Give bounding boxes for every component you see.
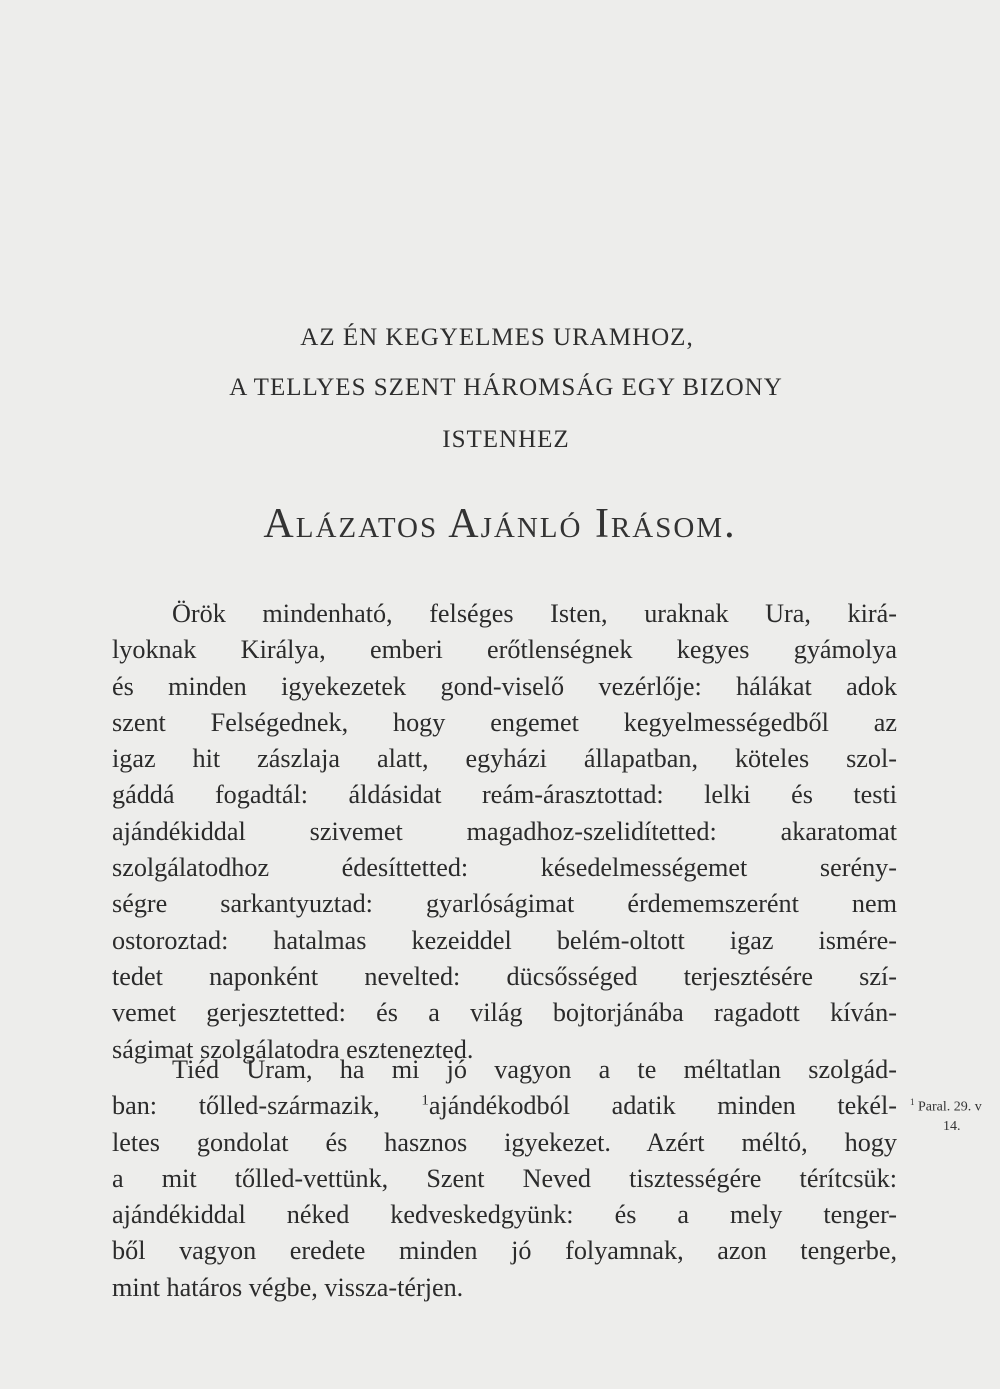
- margin-note-reference: Paral. 29. v: [918, 1099, 982, 1115]
- dedication-heading-line-1: AZ ÉN KEGYELMES URAMHOZ,: [300, 324, 694, 351]
- paragraph-1-line: ajándékiddal szivemet magadhoz-szelidítetted: akaratomat: [112, 816, 897, 846]
- paragraph-1-line: Örök mindenható, felséges Isten, uraknak Ura, kirá-: [172, 599, 897, 628]
- paragraph-2-line: mint határos végbe, vissza-térjen.: [112, 1272, 464, 1302]
- text-run: ajándékodból adatik minden tekél-: [428, 1091, 897, 1121]
- paragraph-2-line: Tiéd Uram, ha mi jó vagyon a te méltatlan szolgád-: [172, 1055, 897, 1084]
- margin-note: [910, 1097, 1000, 1116]
- paragraph-2-line: ajándékiddal néked kedveskedgyünk: és a mely tenger-: [112, 1200, 897, 1230]
- footnote-mark: 1: [421, 1092, 429, 1109]
- paragraph-2-line: a mit tőlled-vettünk, Szent Neved tisztességére térítcsük:: [112, 1163, 897, 1193]
- dedication-heading-line-2: A TELLYES SZENT HÁROMSÁG EGY BIZONY: [229, 374, 783, 401]
- paragraph-1-line: ságimat szolgálatodra esztenezted.: [112, 1034, 474, 1064]
- paragraph-2: [112, 1052, 897, 1306]
- paragraph-1-line: igaz hit zászlaja alatt, egyházi állapatban, köteles szol-: [112, 744, 897, 774]
- margin-note-mark: 1: [910, 1097, 915, 1107]
- dedication-heading-line-3: ISTENHEZ: [442, 426, 570, 453]
- paragraph-1-line: vemet gerjesztetted: és a világ bojtorjánába ragadott kíván-: [112, 998, 897, 1028]
- paragraph-2-line: letes gondolat és hasznos igyekezet. Azért méltó, hogy: [112, 1127, 897, 1157]
- text-run: ban: tőlled-származik,: [112, 1091, 422, 1121]
- margin-note-verse: 14.: [943, 1119, 961, 1134]
- paragraph-1-line: és minden igyekezetek gond-viselő vezérlője: hálákat adok: [112, 671, 897, 701]
- paragraph-1: [112, 596, 897, 1068]
- page-title: Alázatos Ajánló Irásom.: [263, 501, 737, 547]
- paragraph-1-line: szent Felségednek, hogy engemet kegyelmességedből az: [112, 707, 897, 737]
- paragraph-1-line: gáddá fogadtál: áldásidat reám-árasztottad: lelki és testi: [112, 780, 897, 810]
- paragraph-1-line: szolgálatodhoz édesíttetted: késedelmességemet serény-: [112, 853, 897, 883]
- paragraph-1-line: tedet naponként nevelted: dücsősséged terjesztésére szí-: [112, 961, 897, 991]
- paragraph-2-line: ből vagyon eredete minden jó folyamnak, azon tengerbe,: [112, 1236, 897, 1266]
- paragraph-1-line: ostoroztad: hatalmas kezeiddel belém-oltott igaz ismére-: [112, 925, 897, 955]
- paragraph-1-line: ségre sarkantyuztad: gyarlóságimat érdememszerént nem: [112, 889, 897, 919]
- paragraph-2-line: [112, 1088, 897, 1124]
- paragraph-1-line: lyoknak Királya, emberi erőtlenségnek kegyes gyámolya: [112, 635, 897, 665]
- paragraph-2-rest: [112, 1125, 897, 1306]
